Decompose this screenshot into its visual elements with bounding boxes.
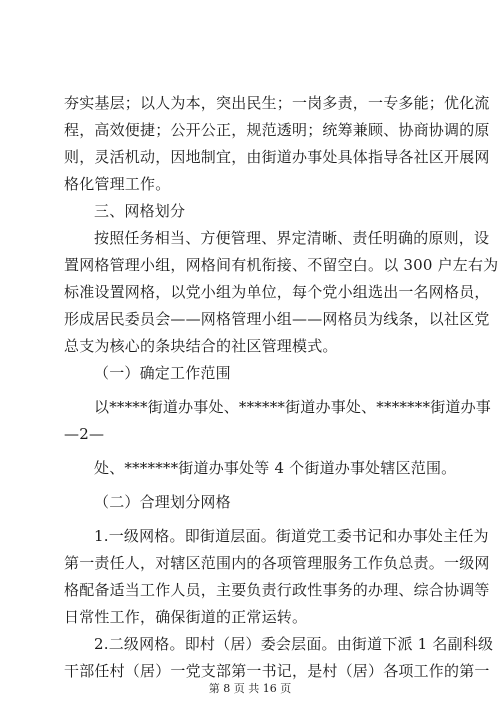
page-marker: —2— (64, 425, 105, 443)
subsection-heading: （二）合理划分网格 (94, 493, 231, 511)
text-line: 格化管理工作。 (64, 175, 171, 193)
text-line: 按照任务相当、方便管理、界定清晰、责任明确的原则，设 (94, 229, 490, 247)
text-line: 则，灵活机动，因地制宜，由街道办事处具体指导各社区开展网 (64, 148, 490, 166)
text-line: 总支为核心的条块结合的社区管理模式。 (64, 337, 338, 355)
page-footer: 第 8 页 共 16 页 (208, 682, 292, 695)
text-line: 标准设置网格，以党小组为单位，每个党小组选出一名网格员， (64, 283, 490, 301)
text-line: 2.二级网格。即村（居）委会层面。由街道下派 1 名副科级 (94, 635, 494, 653)
section-heading: 三、网格划分 (94, 202, 186, 220)
text-line: 夯实基层；以人为本，突出民生；一岗多责，一专多能；优化流 (64, 94, 490, 112)
text-line: 置网格管理小组，网格间有机衔接、不留空白。以 300 户左右为 (64, 256, 499, 274)
text-line: 格配备适当工作人员，主要负责行政性事务的办理、综合协调等 (64, 581, 490, 599)
text-line: 1.一级网格。即街道层面。街道党工委书记和办事处主任为 (94, 527, 489, 545)
text-line: 以*****街道办事处、******街道办事处、*******街道办事 (94, 398, 492, 416)
text-line: 处、*******街道办事处等 4 个街道办事处辖区范围。 (94, 459, 457, 477)
text-line: 形成居民委员会——网格管理小组——网格员为线条，以社区党 (64, 310, 490, 328)
subsection-heading: （一）确定工作范围 (94, 364, 231, 382)
text-line: 日常性工作，确保街道的正常运转。 (64, 608, 308, 626)
text-line: 程，高效便捷；公开公正，规范透明；统筹兼顾、协商协调的原 (64, 121, 490, 139)
text-line: 干部任村（居）一党支部第一书记，是村（居）各项工作的第一 (64, 662, 490, 680)
text-line: 第一责任人，对辖区范围内的各项管理服务工作负总责。一级网 (64, 554, 490, 572)
